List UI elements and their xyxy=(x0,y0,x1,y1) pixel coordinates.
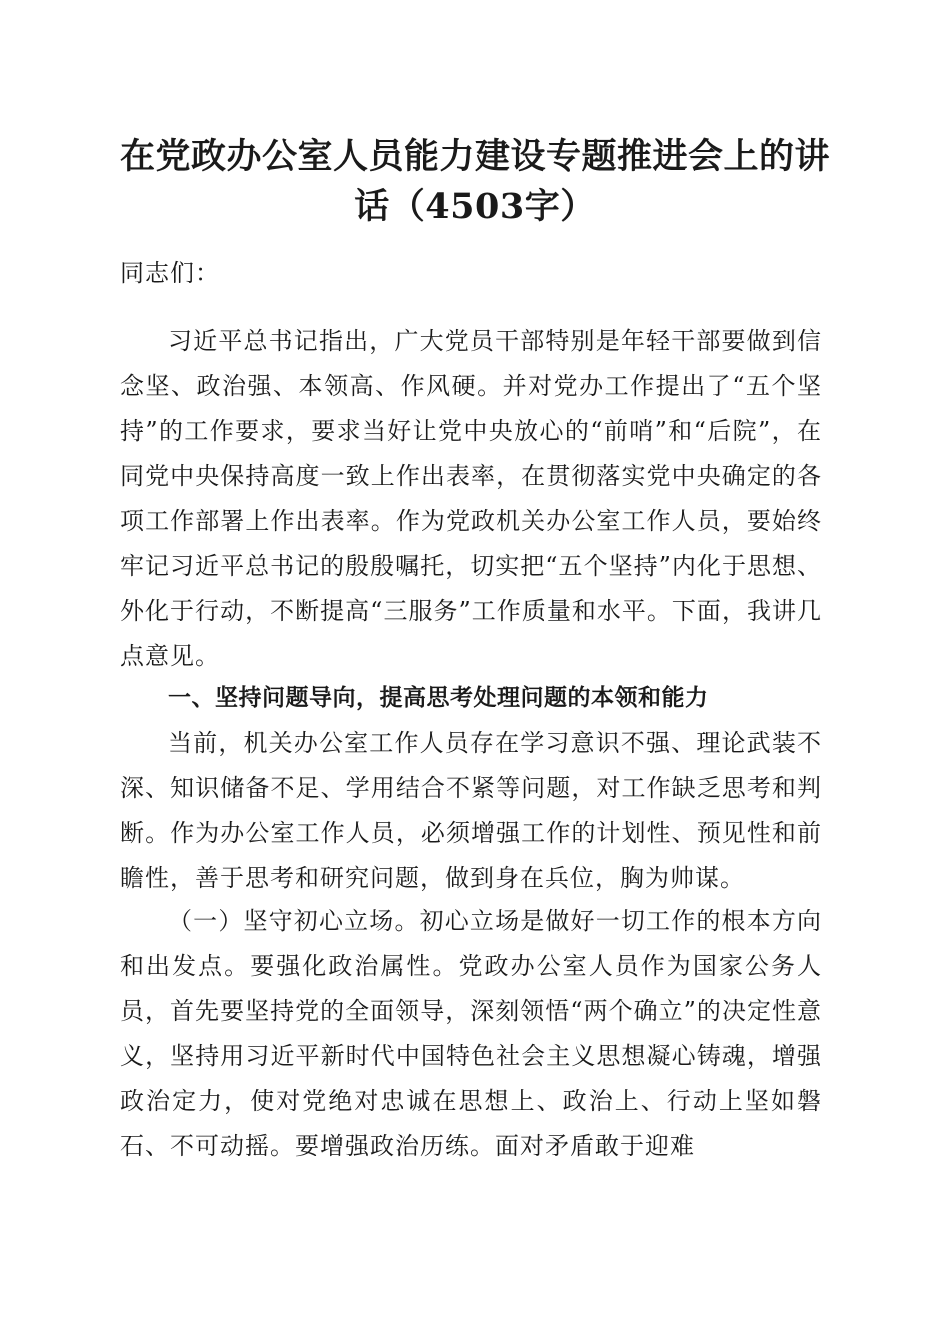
salutation: 同志们： xyxy=(120,259,220,287)
section-heading-1: 一、坚持问题导向，提高思考处理问题的本领和能力 xyxy=(168,685,709,711)
paragraph-section-1: 当前，机关办公室工作人员存在学习意识不强、理论武装不深、知识储备不足、学用结合不紧等问题，对工作缺乏思考和判断。作为办公室工作人员，必须增强工作的计划性、预见性和前瞻性，善于思考和研究问题，做到身在兵位，胸为帅谋。 xyxy=(120,729,822,892)
document-title: 在党政办公室人员能力建设专题推进会上的讲话（4503字） xyxy=(119,136,830,227)
paragraph-subsection-1: （一）坚守初心立场。初心立场是做好一切工作的根本方向和出发点。要强化政治属性。党政办公室人员作为国家公务人员，首先要坚持党的全面领导，深刻领悟“两个确立”的决定性意义，坚持用习近平新时代中国特色社会主义思想凝心铸魂，增强政治定力，使对党绝对忠诚在思想上、政治上、行动上坚如磐石、不可动摇。要增强政治历练。面对矛盾敢于迎难 xyxy=(120,907,822,1160)
paragraph-intro: 习近平总书记指出，广大党员干部特别是年轻干部要做到信念坚、政治强、本领高、作风硬。并对党办工作提出了“五个坚持”的工作要求，要求当好让党中央放心的“前哨”和“后院”，在同党中央保持高度一致上作出表率，在贯彻落实党中央确定的各项工作部署上作出表率。作为党政机关办公室工作人员，要始终牢记习近平总书记的殷殷嘱托，切实把“五个坚持”内化于思想、外化于行动，不断提高“三服务”工作质量和水平。下面，我讲几点意见。 xyxy=(120,327,822,670)
